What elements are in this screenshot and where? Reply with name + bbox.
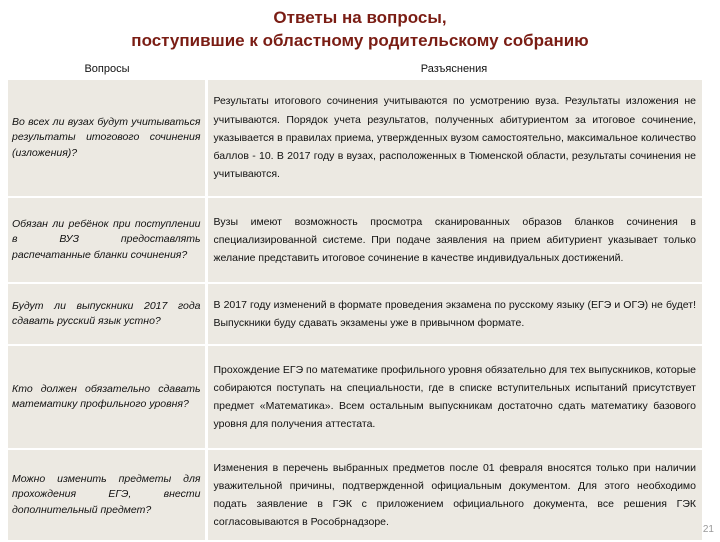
question-cell: Можно изменить предметы для прохождения ЕГЭ, внести дополнительный предмет? xyxy=(8,449,206,541)
answer-cell: Вузы имеют возможность просмотра сканированных образов бланков сочинения в специализированной системе. При подаче заявления на прием абитуриент указывает только желание представить итоговое сочинение в качестве индивидуальных достижений. xyxy=(206,197,702,283)
table-row xyxy=(8,449,702,541)
title-line-1: Ответы на вопросы, xyxy=(273,8,447,27)
question-cell: Обязан ли ребёнок при поступлении в ВУЗ предоставлять распечатанные бланки сочинения? xyxy=(8,197,206,283)
table-row xyxy=(8,197,702,283)
question-cell: Во всех ли вузах будут учитываться результаты итогового сочинения (изложения)? xyxy=(8,79,206,197)
answer-cell: Результаты итогового сочинения учитываются по усмотрению вуза. Результаты изложения не учитываются. Порядок учета результатов, полученных абитуриентом за итоговое сочинение, указывается в правилах приема, утвержденных вузом самостоятельно, максимальное количество баллов - 10. В 2017 году в вузах, расположенных в Тюменской области, результаты сочинения не учитываются. xyxy=(206,79,702,197)
question-cell: Кто должен обязательно сдавать математику профильного уровня? xyxy=(8,345,206,449)
answer-cell: Прохождение ЕГЭ по математике профильного уровня обязательно для тех выпускников, которые собираются поступать на специальности, где в списке вступительных испытаний присутствует предмет «Математика». Всем остальным выпускникам достаточно сдать математику базового уровня для получения аттестата. xyxy=(206,345,702,449)
title-line-2: поступившие к областному родительскому собранию xyxy=(131,31,589,50)
qa-table xyxy=(8,60,702,542)
question-cell: Будут ли выпускники 2017 года сдавать русский язык устно? xyxy=(8,283,206,345)
table-row xyxy=(8,345,702,449)
table-header-row xyxy=(8,60,702,79)
table-row xyxy=(8,283,702,345)
header-questions: Вопросы xyxy=(8,60,206,79)
answer-cell: В 2017 году изменений в формате проведения экзамена по русскому языку (ЕГЭ и ОГЭ) не будет! Выпускники буду сдавать экзамены уже в привычном формате. xyxy=(206,283,702,345)
page-title xyxy=(0,6,720,52)
header-answers: Разъяснения xyxy=(206,60,702,79)
answer-cell: Изменения в перечень выбранных предметов после 01 февраля вносятся только при наличии уважительной причины, подтвержденной официальным документом. Для этого необходимо подать заявление в ГЭК с приложением официального документа, все решения ГЭК согласовываются в Рособрнадзоре. xyxy=(206,449,702,541)
table-row xyxy=(8,79,702,197)
page-number: 21 xyxy=(702,524,714,535)
